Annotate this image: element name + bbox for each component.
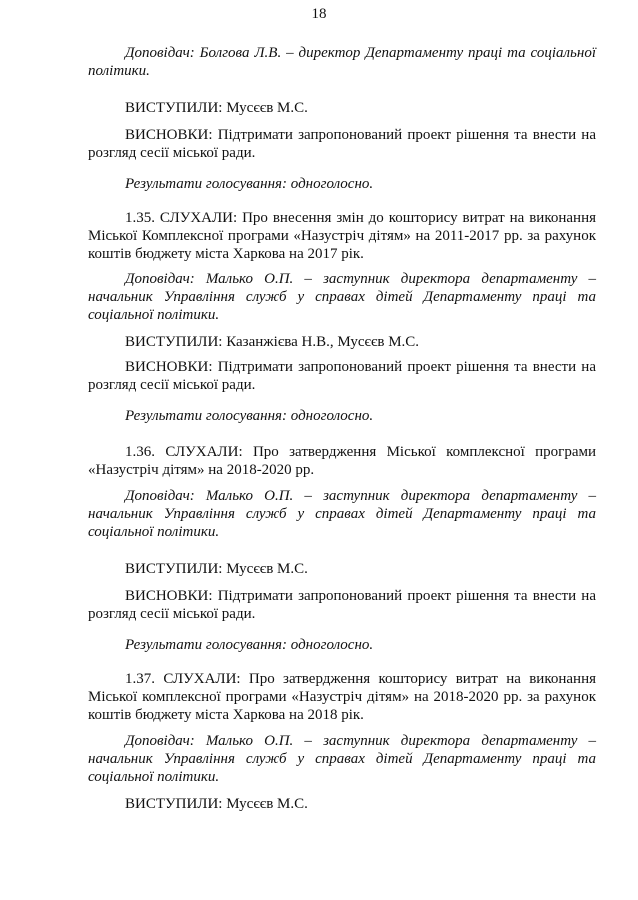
speaker-paragraph: Доповідач: Малько О.П. – заступник директора департаменту – начальник Управління служб у справах дітей Департаменту праці та соціальної політики. <box>88 271 596 323</box>
agenda-item-paragraph: 1.35. СЛУХАЛИ: Про внесення змін до кошторису витрат на виконання Міської Комплексної програми «Назустріч дітям» на 2011-2017 рр. за рахунок коштів бюджету міста Харкова на 2017 рік. <box>88 210 596 262</box>
voting-result-paragraph: Результати голосування: одноголосно. <box>125 176 374 192</box>
speaker-paragraph: Доповідач: Болгова Л.В. – директор Департаменту праці та соціальної політики. <box>88 45 596 79</box>
agenda-item-paragraph: 1.37. СЛУХАЛИ: Про затвердження кошторису витрат на виконання Міської комплексної програми «Назустріч дітям» на 2018-2020 рр. за рахунок коштів бюджету міста Харкова на 2018 рік. <box>88 671 596 723</box>
conclusions-paragraph: ВИСНОВКИ: Підтримати запропонований проект рішення та внести на розгляд сесії міської ради. <box>88 359 596 393</box>
voting-result-paragraph: Результати голосування: одноголосно. <box>125 408 374 424</box>
speakers-paragraph: ВИСТУПИЛИ: Мусєєв М.С. <box>125 796 308 812</box>
voting-result-paragraph: Результати голосування: одноголосно. <box>125 637 374 653</box>
speakers-paragraph: ВИСТУПИЛИ: Казанжієва Н.В., Мусєєв М.С. <box>125 334 420 350</box>
speaker-paragraph: Доповідач: Малько О.П. – заступник директора департаменту – начальник Управління служб у справах дітей Департаменту праці та соціальної політики. <box>88 733 596 785</box>
agenda-item-paragraph: 1.36. СЛУХАЛИ: Про затвердження Міської комплексної програми «Назустріч дітям» на 2018-2020 рр. <box>88 444 596 478</box>
conclusions-paragraph: ВИСНОВКИ: Підтримати запропонований проект рішення та внести на розгляд сесії міської ради. <box>88 127 596 161</box>
page-number: 18 <box>311 6 327 22</box>
speakers-paragraph: ВИСТУПИЛИ: Мусєєв М.С. <box>125 100 308 116</box>
speakers-paragraph: ВИСТУПИЛИ: Мусєєв М.С. <box>125 561 308 577</box>
speaker-paragraph: Доповідач: Малько О.П. – заступник директора департаменту – начальник Управління служб у справах дітей Департаменту праці та соціальної політики. <box>88 488 596 540</box>
conclusions-paragraph: ВИСНОВКИ: Підтримати запропонований проект рішення та внести на розгляд сесії міської ради. <box>88 588 596 622</box>
